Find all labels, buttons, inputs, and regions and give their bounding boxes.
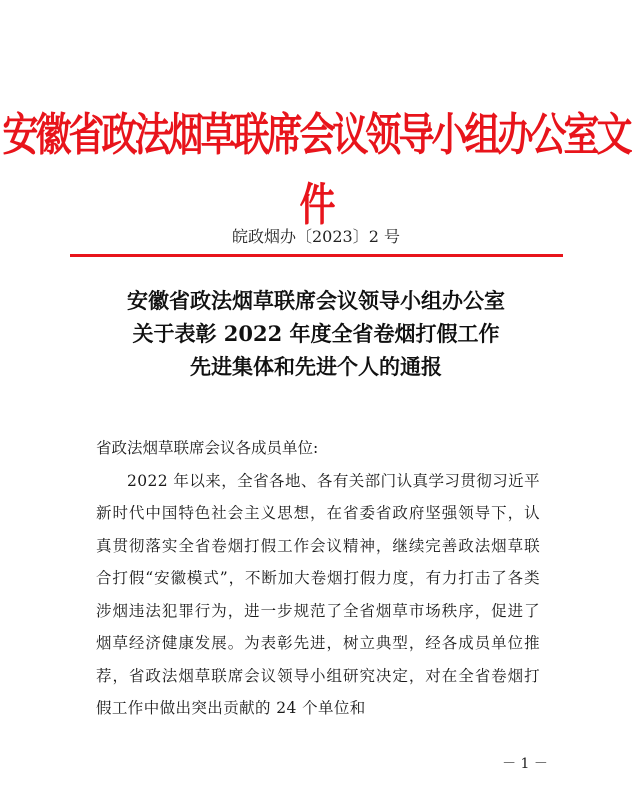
notice-title-line-3: 先进集体和先进个人的通报 (190, 354, 442, 379)
notice-title-line-2: 关于表彰 2022 年度全省卷烟打假工作 (132, 321, 500, 346)
salutation: 省政法烟草联席会议各成员单位: (96, 439, 319, 457)
page-number: － 1 － (502, 756, 548, 772)
red-divider-line (70, 254, 563, 257)
notice-title (0, 284, 632, 383)
issuer-header-title: 安徽省政法烟草联席会议领导小组办公室文件 (2, 108, 630, 232)
body-paragraph: 2022 年以来，全省各地、各有关部门认真学习贯彻习近平新时代中国特色社会主义思想，在省委省政府坚强领导下，认真贯彻落实全省卷烟打假工作会议精神，继续完善政法烟草联合打假“安徽模式”，不断加大卷烟打假力度，有力打击了各类涉烟违法犯罪行为，进一步规范了全省烟草市场秩序，促进了烟草经济健康发展。为表彰先进，树立典型，经各成员单位推荐，省政法烟草联席会议领导小组研究决定，对在全省卷烟打假工作中做出突出贡献的 24 个单位和 (96, 471, 540, 717)
document-number: 皖政烟办〔2023〕2 号 (232, 227, 400, 246)
notice-title-line-1: 安徽省政法烟草联席会议领导小组办公室 (127, 288, 505, 313)
document-body (96, 432, 540, 725)
